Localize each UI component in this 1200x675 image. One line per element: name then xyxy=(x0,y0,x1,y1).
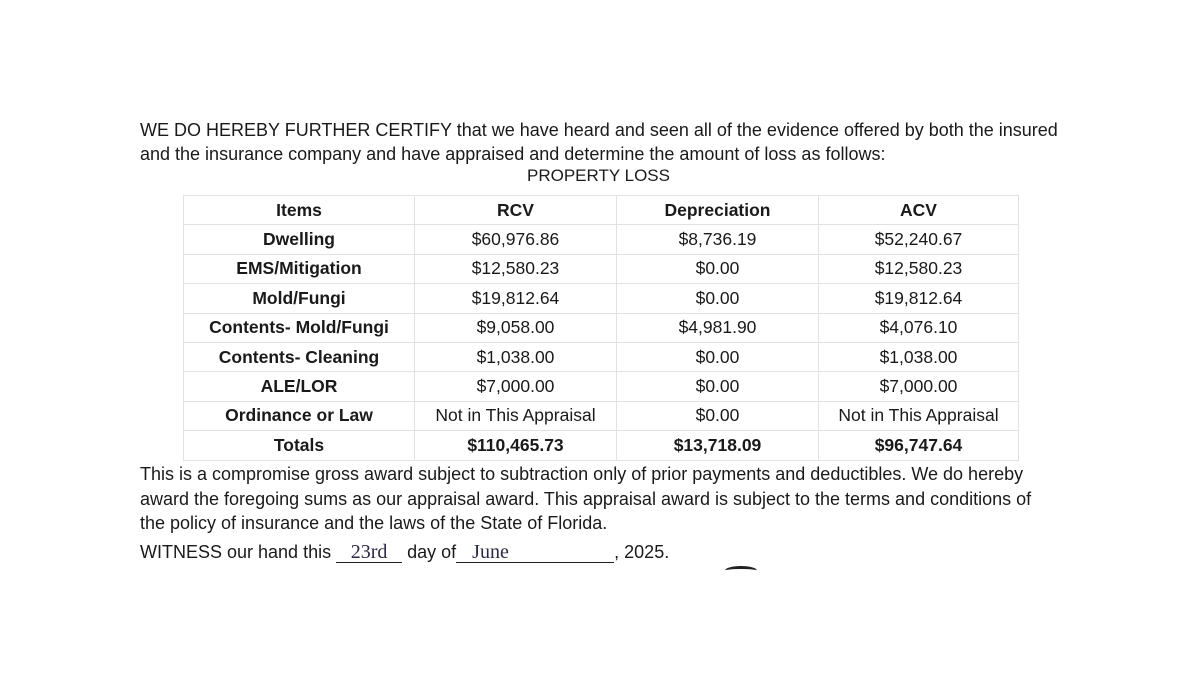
table-row xyxy=(184,254,1019,283)
section-title xyxy=(140,166,1060,186)
row-item: Contents- Cleaning xyxy=(184,342,415,371)
property-loss-table xyxy=(183,195,1019,461)
witness-suffix: , 2025. xyxy=(614,542,670,562)
award-paragraph: This is a compromise gross award subject to subtraction only of prior payments and deductibles. We do hereby award the foregoing sums as our appraisal award. This appraisal award is subject to the terms and conditions of the policy of insurance and the laws of the State of Florida. xyxy=(140,464,1032,533)
row-acv: $12,580.23 xyxy=(819,254,1019,283)
totals-acv: $96,747.64 xyxy=(819,431,1019,460)
row-depreciation: $8,736.19 xyxy=(617,225,819,254)
witness-line xyxy=(140,540,669,564)
appraisal-document xyxy=(140,118,1060,563)
row-acv: $1,038.00 xyxy=(819,342,1019,371)
row-depreciation: $0.00 xyxy=(617,401,819,430)
row-item: Dwelling xyxy=(184,225,415,254)
row-depreciation: $0.00 xyxy=(617,342,819,371)
month-handwritten-field: June xyxy=(456,542,614,563)
row-rcv: $60,976.86 xyxy=(415,225,617,254)
row-item: Contents- Mold/Fungi xyxy=(184,313,415,342)
row-item: EMS/Mitigation xyxy=(184,254,415,283)
row-depreciation: $0.00 xyxy=(617,284,819,313)
witness-middle: day of xyxy=(407,542,457,562)
table-header-row xyxy=(184,196,1019,225)
signature-stroke xyxy=(725,566,757,575)
row-acv: $4,076.10 xyxy=(819,313,1019,342)
header-depreciation: Depreciation xyxy=(617,196,819,225)
row-rcv: $7,000.00 xyxy=(415,372,617,401)
totals-rcv: $110,465.73 xyxy=(415,431,617,460)
header-items: Items xyxy=(184,196,415,225)
row-depreciation: $0.00 xyxy=(617,372,819,401)
table-row xyxy=(184,284,1019,313)
row-acv: $7,000.00 xyxy=(819,372,1019,401)
row-rcv: $9,058.00 xyxy=(415,313,617,342)
row-rcv: $1,038.00 xyxy=(415,342,617,371)
row-item: Ordinance or Law xyxy=(184,401,415,430)
totals-depreciation: $13,718.09 xyxy=(617,431,819,460)
row-acv: $52,240.67 xyxy=(819,225,1019,254)
row-rcv: $19,812.64 xyxy=(415,284,617,313)
row-depreciation: $0.00 xyxy=(617,254,819,283)
table-row xyxy=(184,225,1019,254)
row-acv: $19,812.64 xyxy=(819,284,1019,313)
header-rcv: RCV xyxy=(415,196,617,225)
row-acv: Not in This Appraisal xyxy=(819,401,1019,430)
header-acv: ACV xyxy=(819,196,1019,225)
row-item: Mold/Fungi xyxy=(184,284,415,313)
certification-paragraph: WE DO HEREBY FURTHER CERTIFY that we have heard and seen all of the evidence offered by both the insured and the insurance company and have appraised and determine the amount of loss as follows: xyxy=(140,120,1058,164)
day-handwritten-field: 23rd xyxy=(336,542,402,563)
table-row xyxy=(184,342,1019,371)
table-row xyxy=(184,401,1019,430)
row-rcv: Not in This Appraisal xyxy=(415,401,617,430)
totals-label: Totals xyxy=(184,431,415,460)
table-row xyxy=(184,372,1019,401)
row-item: ALE/LOR xyxy=(184,372,415,401)
row-depreciation: $4,981.90 xyxy=(617,313,819,342)
witness-prefix: WITNESS our hand this xyxy=(140,542,332,562)
section-title-text: PROPERTY LOSS xyxy=(527,166,670,185)
totals-row xyxy=(184,431,1019,460)
row-rcv: $12,580.23 xyxy=(415,254,617,283)
table-row xyxy=(184,313,1019,342)
